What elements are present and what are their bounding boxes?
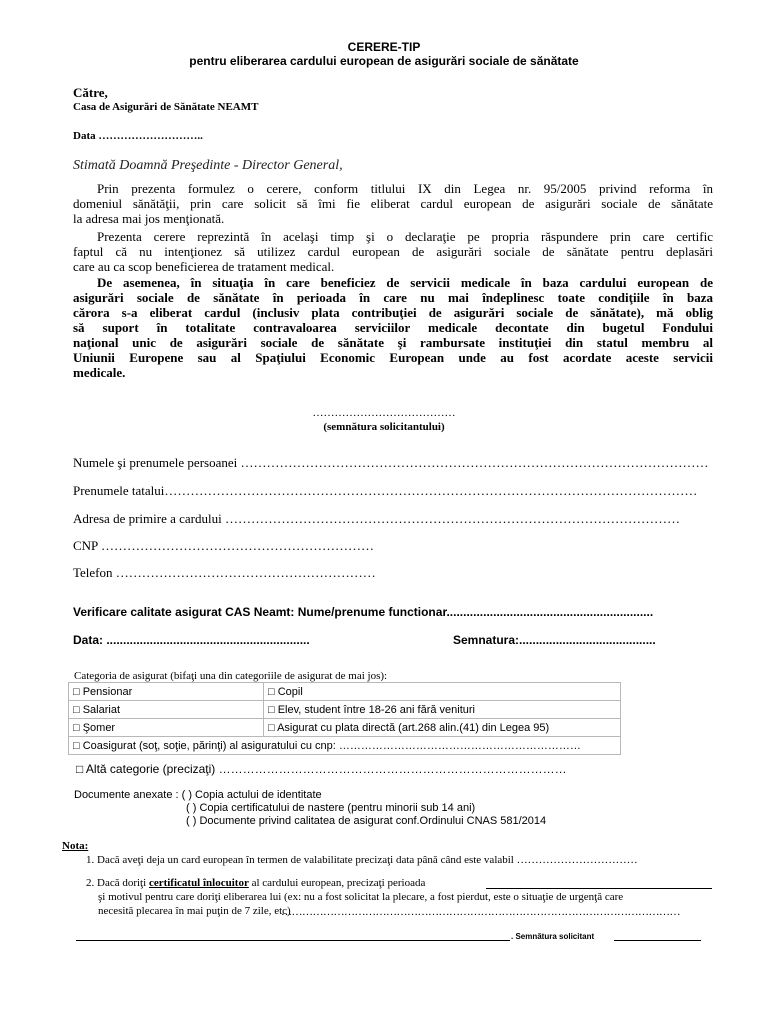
category-table: [68, 682, 621, 755]
category-option-plata-directa[interactable]: □ Asigurat cu plata directă (art.268 alin.(41) din Legea 95): [264, 719, 621, 737]
paragraph-line: cărora s-a eliberat cardul (inclusiv plata contribuţiei de asigurări sociale de sănătate), mă oblig: [73, 305, 713, 320]
paragraph-line: faptul că nu intenţionez să utilizez cardul european de asigurări sociale de sănătate pentru deplasări: [73, 244, 713, 259]
paragraph-line: să suport în totalitate contravaloarea serviciilor medicale decontate din bugetul Fondului: [73, 320, 713, 335]
paragraph-line: Prezenta cerere reprezintă în acelaşi timp şi o declaraţie pe propria răspundere prin care certific: [97, 229, 713, 244]
paragraph-line: naţional unic de asigurări sociale de sănătate şi rambursate instituţiei din statul membru al: [73, 335, 713, 350]
note-2-prefix: 2. Dacă doriţi: [86, 877, 149, 889]
institution-name: Casa de Asigurări de Sănătate NEAMT: [73, 101, 259, 113]
date-field[interactable]: Data ………………………..: [73, 130, 203, 142]
documents-label[interactable]: Documente anexate : ( ) Copia actului de identitate: [74, 789, 322, 801]
notes-title: Nota:: [62, 840, 89, 852]
category-option-coasigurat[interactable]: □ Coasigurat (soţ, soţie, părinţi) al asiguratului cu cnp: …………………………………………………………: [69, 737, 621, 755]
father-name-field[interactable]: Prenumele tatalui……………………………………………………………………………………………………………: [73, 483, 698, 498]
period-line[interactable]: [486, 888, 712, 889]
paragraph-line: Prin prezenta formulez o cerere, conform titlului IX din Legea nr. 95/2005 privind reforma în: [97, 181, 713, 196]
paragraph-line: Uniunii Europene sau al Spaţiului Economic European unde au fost acordate aceste servicii: [73, 350, 713, 365]
address-field[interactable]: Adresa de primire a cardului ……………………………………………………………………………………………: [73, 511, 680, 526]
note-2: [86, 877, 425, 889]
footer-signature-label: . Semnătura solicitant: [511, 932, 595, 941]
footer-signature-line[interactable]: [614, 940, 701, 941]
signature-label: (semnătura solicitantului): [323, 421, 445, 433]
signature-dots[interactable]: …………………………………: [312, 407, 456, 419]
category-intro: Categoria de asigurat (bifaţi una din categoriile de asigurat de mai jos):: [74, 670, 388, 682]
document-item[interactable]: ( ) Documente privind calitatea de asigurat conf.Ordinului CNAS 581/2014: [186, 815, 547, 827]
verification-date[interactable]: Data: .............................................................: [73, 633, 310, 647]
paragraph-line: domeniul sănătăţii, prin care solicit să îmi fie eliberat cardul european de asigurări sociale de sănătate: [73, 196, 713, 211]
paragraph-line: De asemenea, în situaţia în care beneficiez de servicii medicale în baza cardului european de: [97, 275, 713, 290]
table-row: [69, 719, 621, 737]
salutation: Stimată Doamnă Preşedinte - Director General,: [73, 158, 343, 173]
category-option-elev-student[interactable]: □ Elev, student între 18-26 ani fără venituri: [264, 701, 621, 719]
note-2-suffix: al cardului european, precizaţi perioada: [248, 877, 426, 889]
note-1: 1. Dacă aveţi deja un card european în termen de valabilitate precizaţi data până când este valabil ……………………………: [86, 854, 638, 866]
note-2-line: necesită plecarea în mai puţin de 7 zile, etc): [98, 905, 291, 917]
category-option-other[interactable]: □ Altă categorie (precizaţi) ……………………………………………………………………………: [76, 762, 567, 776]
phone-field[interactable]: Telefon ……………………………………………………: [73, 565, 376, 580]
paragraph-line: care au ca scop beneficierea de tratament medical.: [73, 259, 335, 274]
category-option-salariat[interactable]: □ Salariat: [69, 701, 264, 719]
table-row: [69, 683, 621, 701]
category-option-pensionar[interactable]: □ Pensionar: [69, 683, 264, 701]
name-field[interactable]: Numele şi prenumele persoanei ………………………………………………………………………………………………: [73, 455, 709, 470]
form-subtitle: pentru eliberarea cardului european de asigurări sociale de sănătate: [189, 54, 579, 68]
cnp-field[interactable]: CNP ………………………………………………………: [73, 538, 375, 553]
note-2-line: şi motivul pentru care doriţi eliberarea lui (ex: nu a fost solicitat la plecare, a fost pierdut, este o situaţie de urgenţă care: [98, 891, 624, 903]
paragraph-line: la adresa mai jos menţionată.: [73, 211, 225, 226]
form-title: CERERE-TIP: [347, 40, 421, 54]
category-option-copil[interactable]: □ Copil: [264, 683, 621, 701]
footer-line[interactable]: [76, 940, 510, 941]
to-label: Către,: [73, 85, 108, 100]
verification-line[interactable]: Verificare calitate asigurat CAS Neamt: Nume/prenume functionar..............................................................: [73, 605, 654, 619]
paragraph-line: medicale.: [73, 365, 126, 380]
table-row: [69, 737, 621, 755]
document-item[interactable]: ( ) Copia certificatului de nastere (pentru minorii sub 14 ani): [186, 802, 476, 814]
category-option-somer[interactable]: □ Şomer: [69, 719, 264, 737]
paragraph-line: asigurări sociale de sănătate în perioada în care nu mai îndeplinesc toate condiţiile în baza: [73, 290, 713, 305]
verification-signature[interactable]: Semnatura:.........................................: [453, 633, 656, 647]
reason-dots[interactable]: ……………………………………………………………………………………………………: [281, 906, 680, 918]
note-2-certificate: certificatul înlocuitor: [148, 877, 249, 889]
table-row: [69, 701, 621, 719]
